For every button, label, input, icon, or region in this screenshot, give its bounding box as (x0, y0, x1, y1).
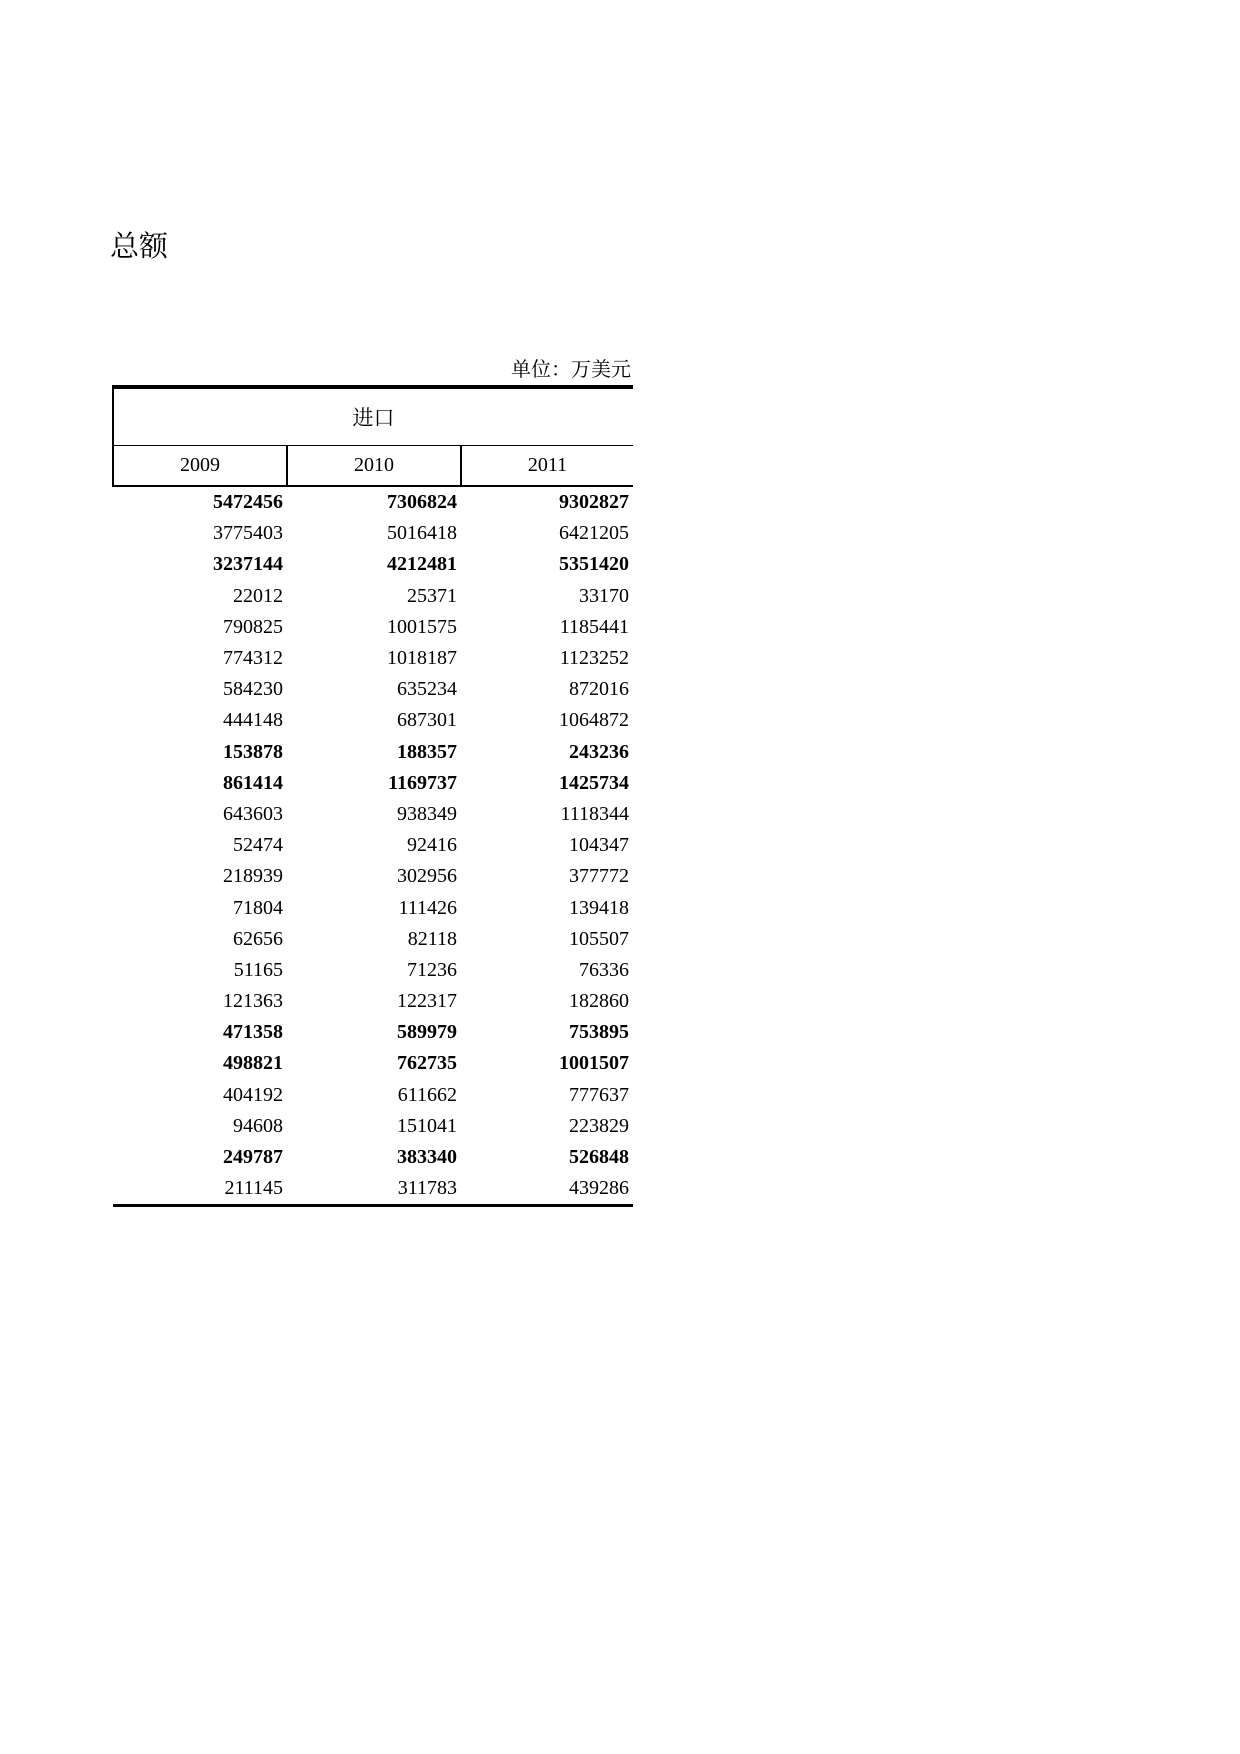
table-row (113, 1048, 633, 1079)
table-cell: 872016 (569, 678, 630, 701)
table-cell: 218939 (223, 865, 283, 888)
table-cell: 302956 (397, 865, 457, 888)
table-row (113, 486, 633, 518)
table-cell: 777637 (569, 1083, 630, 1106)
table-cell: 182860 (569, 990, 630, 1013)
table-cell: 1118344 (560, 802, 630, 825)
table-cell: 62656 (233, 927, 283, 950)
table-row (113, 643, 633, 674)
table-cell: 444148 (223, 709, 283, 732)
table-cell: 51165 (233, 958, 283, 981)
table-cell: 404192 (223, 1083, 283, 1106)
table-cell: 121363 (223, 990, 283, 1013)
table-cell: 22012 (233, 584, 283, 607)
table-cell: 105507 (569, 927, 630, 950)
year-header: 2011 (461, 446, 633, 487)
table-cell: 611662 (397, 1083, 457, 1106)
table-cell: 439286 (461, 1173, 633, 1206)
data-table-container (112, 385, 632, 1207)
table-cell: 3237144 (213, 553, 283, 576)
table-cell: 471358 (223, 1021, 283, 1044)
table-body (113, 486, 633, 1206)
table-cell: 589979 (397, 1021, 457, 1044)
table-row (113, 924, 633, 955)
table-cell: 9302827 (559, 491, 630, 514)
table-cell: 188357 (397, 740, 457, 763)
table-row (113, 1142, 633, 1173)
table-cell: 92416 (407, 834, 457, 857)
table-cell: 7306824 (387, 491, 457, 514)
table-cell: 3775403 (213, 522, 283, 545)
table-cell: 33170 (579, 584, 630, 607)
table-row (113, 799, 633, 830)
table-cell: 687301 (397, 709, 457, 732)
table-cell: 790825 (223, 615, 283, 638)
table-cell: 76336 (579, 958, 630, 981)
table-cell: 82118 (407, 927, 457, 950)
unit-label: 单位：万美元 (511, 357, 631, 381)
table-row (113, 1017, 633, 1048)
group-header-row (113, 387, 633, 446)
table-cell: 104347 (569, 834, 630, 857)
table-cell: 243236 (569, 740, 630, 763)
year-header-row (113, 446, 633, 487)
table-row (113, 861, 633, 892)
table-cell: 1185441 (559, 615, 630, 638)
table-cell: 5351420 (559, 553, 630, 576)
table-cell: 526848 (569, 1146, 630, 1169)
table-row (113, 1111, 633, 1142)
table-cell: 377772 (569, 865, 630, 888)
table-cell: 498821 (223, 1052, 283, 1075)
table-cell: 1018187 (387, 647, 457, 670)
table-cell: 1123252 (559, 647, 630, 670)
table-cell: 25371 (407, 584, 457, 607)
table-cell: 223829 (569, 1114, 630, 1137)
table-cell: 1001507 (559, 1052, 630, 1075)
page-title: 总额 (110, 229, 169, 263)
table-row (113, 1080, 633, 1111)
table-cell: 6421205 (559, 522, 630, 545)
table-row (113, 1173, 633, 1206)
table-cell: 762735 (397, 1052, 457, 1075)
table-cell: 1425734 (559, 771, 630, 794)
import-table (112, 385, 633, 1207)
table-cell: 139418 (569, 896, 630, 919)
table-cell: 151041 (397, 1114, 457, 1137)
table-cell: 153878 (223, 740, 283, 763)
table-cell: 94608 (233, 1114, 283, 1137)
table-cell: 584230 (223, 678, 283, 701)
table-cell: 4212481 (387, 553, 457, 576)
table-cell: 111426 (398, 896, 457, 919)
table-row (113, 674, 633, 705)
table-row (113, 986, 633, 1017)
table-cell: 71804 (233, 896, 283, 919)
table-row (113, 612, 633, 643)
table-cell: 52474 (233, 834, 283, 857)
table-row (113, 581, 633, 612)
table-cell: 249787 (223, 1146, 283, 1169)
table-cell: 774312 (223, 647, 283, 670)
table-cell: 71236 (407, 958, 457, 981)
table-cell: 753895 (569, 1021, 630, 1044)
table-cell: 383340 (397, 1146, 457, 1169)
table-row (113, 518, 633, 549)
table-row (113, 955, 633, 986)
year-header: 2010 (287, 446, 461, 487)
table-cell: 635234 (397, 678, 457, 701)
table-cell: 861414 (223, 771, 283, 794)
table-cell: 122317 (397, 990, 457, 1013)
table-cell: 1064872 (559, 709, 630, 732)
group-header-import: 进口 (113, 387, 633, 446)
table-cell: 1001575 (387, 615, 457, 638)
table-cell: 938349 (397, 802, 457, 825)
table-cell: 1169737 (388, 771, 457, 794)
table-row (113, 768, 633, 799)
table-row (113, 892, 633, 923)
table-cell: 5016418 (387, 522, 457, 545)
table-row (113, 705, 633, 736)
table-cell: 311783 (287, 1173, 461, 1206)
year-header: 2009 (113, 446, 287, 487)
table-cell: 211145 (113, 1173, 287, 1206)
table-cell: 643603 (223, 802, 283, 825)
table-cell: 5472456 (213, 491, 283, 514)
table-row (113, 737, 633, 768)
table-row (113, 830, 633, 861)
table-row (113, 549, 633, 580)
